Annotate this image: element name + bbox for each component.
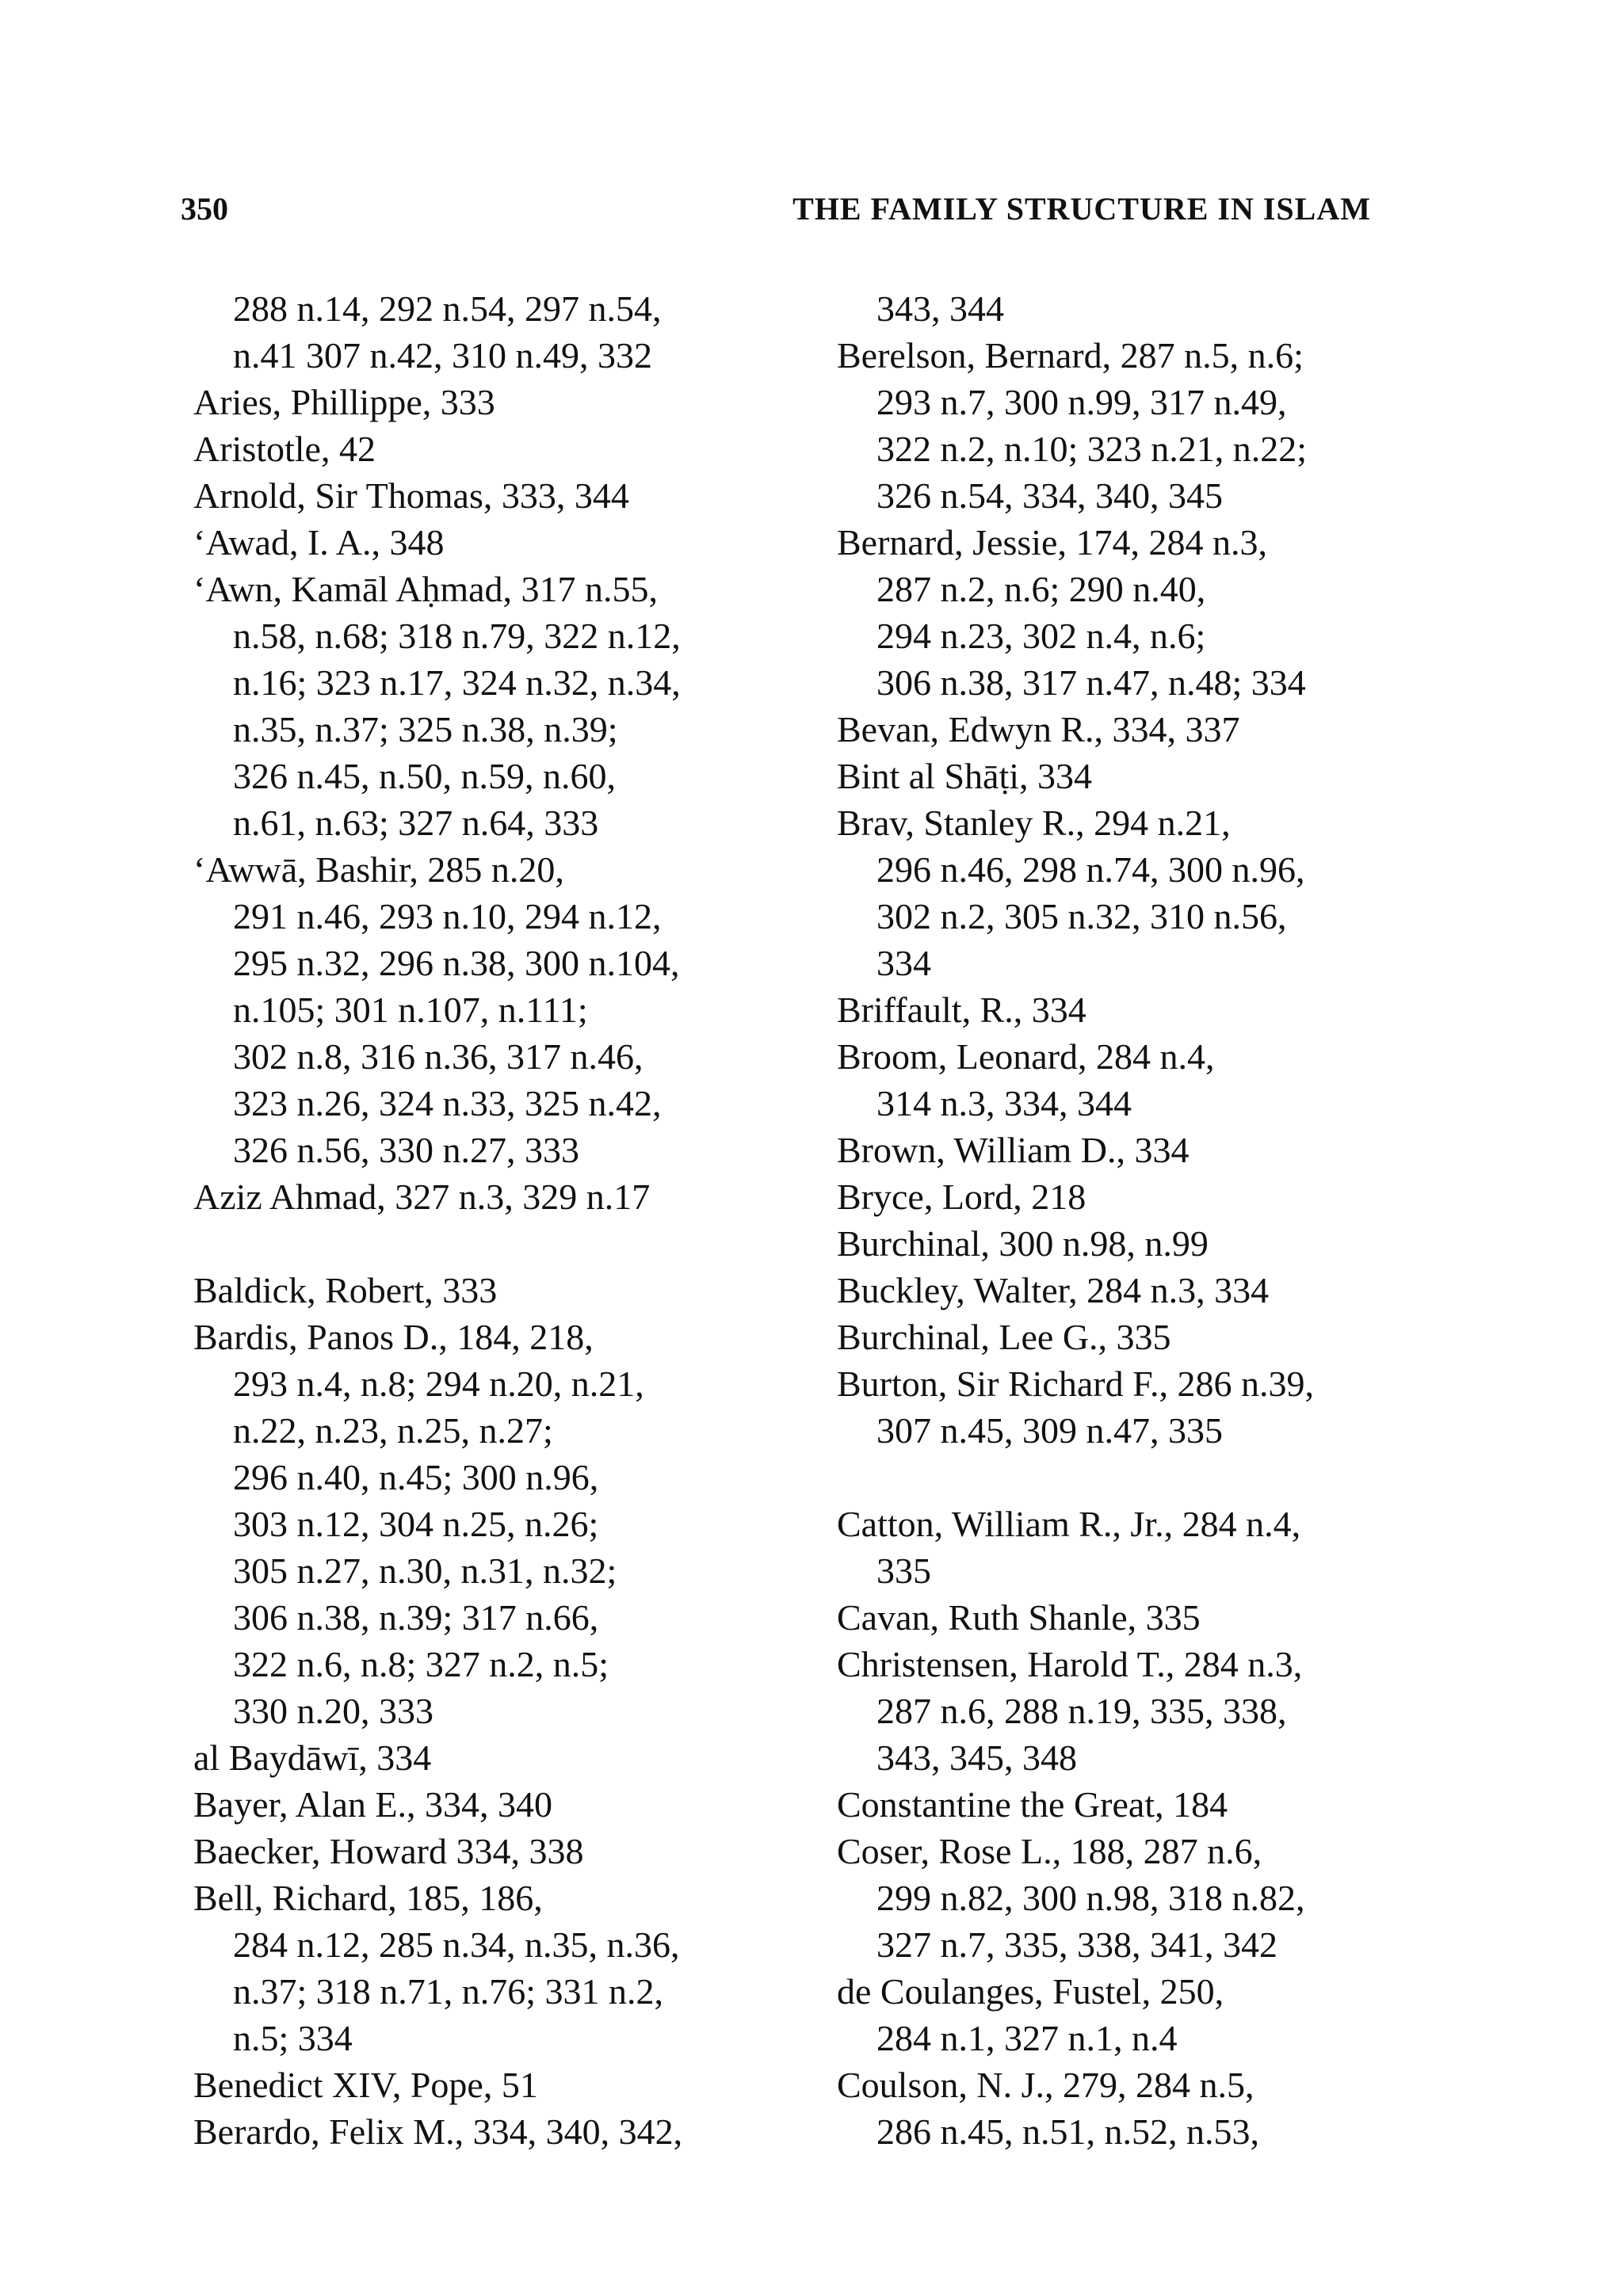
index-entry-continuation: 306 n.38, n.39; 317 n.66, [233,1597,599,1638]
index-entry: ‘Awad, I. A., 348 [193,522,445,563]
index-entry: Catton, William R., Jr., 284 n.4, [837,1504,1301,1544]
index-entry: Cavan, Ruth Shanle, 335 [837,1597,1201,1638]
index-entry: Baecker, Howard 334, 338 [193,1831,584,1871]
index-entry-continuation: 335 [876,1550,931,1591]
index-entry-continuation: 288 n.14, 292 n.54, 297 n.54, [233,288,662,329]
index-entry: Arnold, Sir Thomas, 333, 344 [193,475,629,516]
index-entry-continuation: 305 n.27, n.30, n.31, n.32; [233,1550,617,1591]
index-entry-continuation: n.35, n.37; 325 n.38, n.39; [233,709,618,749]
index-entry: Baldick, Robert, 333 [193,1270,498,1310]
index-entry: Buckley, Walter, 284 n.3, 334 [837,1270,1270,1310]
page-number: 350 [181,191,228,227]
index-entry: Berelson, Bernard, 287 n.5, n.6; [837,335,1304,376]
index-entry-continuation: 326 n.54, 334, 340, 345 [876,475,1223,516]
index-entry: Bayer, Alan E., 334, 340 [193,1784,552,1825]
index-entry-continuation: n.58, n.68; 318 n.79, 322 n.12, [233,616,681,656]
index-entry: Berardo, Felix M., 334, 340, 342, [193,2111,683,2152]
index-entry-continuation: 287 n.6, 288 n.19, 335, 338, [876,1691,1287,1731]
index-entry-continuation: 326 n.45, n.50, n.59, n.60, [233,756,616,796]
index-entry: Bell, Richard, 185, 186, [193,1878,543,1918]
index-spacer [187,1220,813,1267]
index-entry-continuation: 343, 344 [876,288,1004,329]
index-entry: Bint al Shāṭi, 334 [837,756,1092,796]
index-entry: Bardis, Panos D., 184, 218, [193,1317,594,1357]
index-entry-continuation: 294 n.23, 302 n.4, n.6; [876,616,1206,656]
index-entry-continuation: 334 [876,943,931,983]
index-entry: Bevan, Edwyn R., 334, 337 [837,709,1240,749]
index-entry: Burton, Sir Richard F., 286 n.39, [837,1363,1314,1404]
index-column-right [831,285,1465,2155]
index-entry-continuation: 284 n.1, 327 n.1, n.4 [876,2018,1178,2058]
index-entry-continuation: 322 n.6, n.8; 327 n.2, n.5; [233,1644,609,1684]
index-entry: Broom, Leonard, 284 n.4, [837,1036,1215,1077]
running-title: THE FAMILY STRUCTURE IN ISLAM [792,191,1371,227]
index-entry-continuation: 287 n.2, n.6; 290 n.40, [876,569,1206,609]
index-entry: Brav, Stanley R., 294 n.21, [837,803,1231,843]
index-entry-continuation: 286 n.45, n.51, n.52, n.53, [876,2111,1259,2152]
index-entry-continuation: 307 n.45, 309 n.47, 335 [876,1410,1223,1451]
index-entry-continuation: 299 n.82, 300 n.98, 318 n.82, [876,1878,1305,1918]
index-entry-continuation: 295 n.32, 296 n.38, 300 n.104, [233,943,680,983]
index-entry: Aries, Phillippe, 333 [193,382,495,422]
index-entry-continuation: 343, 345, 348 [876,1737,1077,1778]
index-entry: Constantine the Great, 184 [837,1784,1228,1825]
index-entry-continuation: n.41 307 n.42, 310 n.49, 332 [233,335,652,376]
index-entry-continuation: 302 n.2, 305 n.32, 310 n.56, [876,896,1287,936]
index-entry: de Coulanges, Fustel, 250, [837,1971,1224,2012]
index-entry-continuation: n.105; 301 n.107, n.111; [233,990,588,1030]
index-entry: Coser, Rose L., 188, 287 n.6, [837,1831,1262,1871]
index-entry-continuation: 284 n.12, 285 n.34, n.35, n.36, [233,1924,680,1965]
index-entry: Coulson, N. J., 279, 284 n.5, [837,2065,1254,2105]
index-entry-continuation: 327 n.7, 335, 338, 341, 342 [876,1924,1277,1965]
index-entry-continuation: 296 n.40, n.45; 300 n.96, [233,1457,599,1497]
index-entry: Aristotle, 42 [193,429,376,469]
index-entry: al Baydāwī, 334 [193,1737,432,1778]
index-entry: Benedict XIV, Pope, 51 [193,2065,538,2105]
index-entry-continuation: 303 n.12, 304 n.25, n.26; [233,1504,599,1544]
index-entry-continuation: 293 n.4, n.8; 294 n.20, n.21, [233,1363,644,1404]
index-entry: Burchinal, 300 n.98, n.99 [837,1223,1209,1264]
index-entry-continuation: 330 n.20, 333 [233,1691,433,1731]
index-entry: Burchinal, Lee G., 335 [837,1317,1171,1357]
index-entry-continuation: 306 n.38, 317 n.47, n.48; 334 [876,662,1306,703]
index-entry: ‘Awn, Kamāl Aḥmad, 317 n.55, [193,569,659,609]
index-entry: Aziz Ahmad, 327 n.3, 329 n.17 [193,1177,651,1217]
index-entry-continuation: n.5; 334 [233,2018,353,2058]
index-entry-continuation: 293 n.7, 300 n.99, 317 n.49, [876,382,1287,422]
index-entry-continuation: 314 n.3, 334, 344 [876,1083,1132,1123]
index-entry-continuation: n.61, n.63; 327 n.64, 333 [233,803,599,843]
index-entry-continuation: 323 n.26, 324 n.33, 325 n.42, [233,1083,662,1123]
index-entry: Brown, William D., 334 [837,1130,1190,1170]
index-spacer [831,1454,1465,1501]
index-entry-continuation: n.16; 323 n.17, 324 n.32, n.34, [233,662,681,703]
index-entry: Briffault, R., 334 [837,990,1086,1030]
index-entry: Bryce, Lord, 218 [837,1177,1086,1217]
index-column-left [187,285,813,2155]
index-entry-continuation: 302 n.8, 316 n.36, 317 n.46, [233,1036,643,1077]
index-entry-continuation: 322 n.2, n.10; 323 n.21, n.22; [876,429,1308,469]
index-entry-continuation: 326 n.56, 330 n.27, 333 [233,1130,579,1170]
index-entry: ‘Awwā, Bashir, 285 n.20, [193,849,564,890]
index-entry: Bernard, Jessie, 174, 284 n.3, [837,522,1267,563]
index-entry-continuation: n.37; 318 n.71, n.76; 331 n.2, [233,1971,664,2012]
index-entry: Christensen, Harold T., 284 n.3, [837,1644,1303,1684]
index-entry-continuation: 296 n.46, 298 n.74, 300 n.96, [876,849,1305,890]
index-entry-continuation: n.22, n.23, n.25, n.27; [233,1410,553,1451]
index-entry-continuation: 291 n.46, 293 n.10, 294 n.12, [233,896,662,936]
